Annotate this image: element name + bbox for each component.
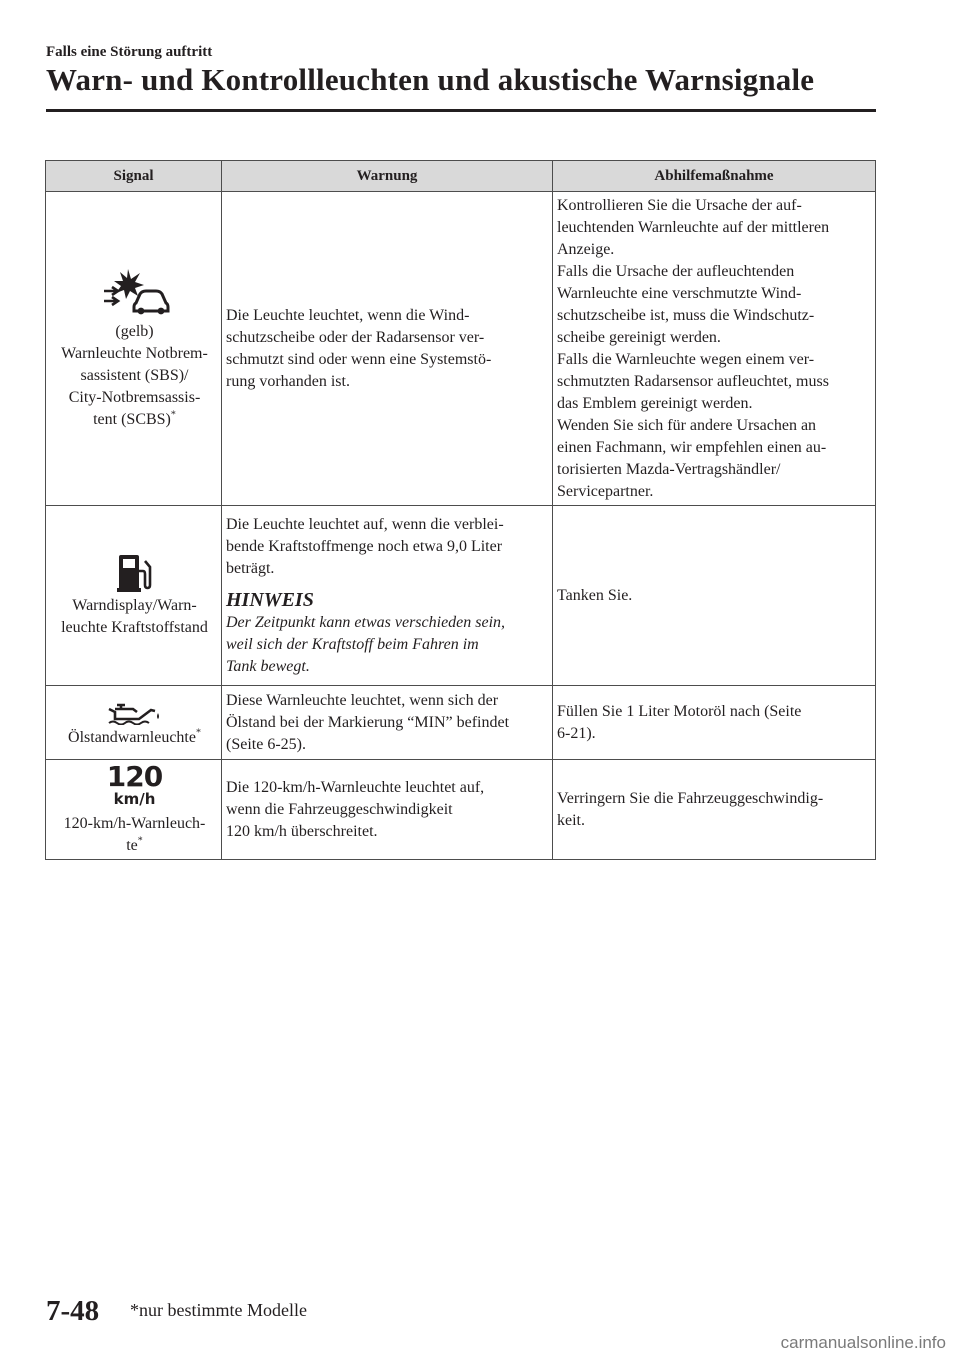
- warning-line: Diese Warnleuchte leuchtet, wenn sich der: [226, 691, 499, 709]
- signal-line-text: Ölstandwarnleuchte: [68, 728, 196, 746]
- header-action: Abhilfemaßnahme: [553, 161, 876, 192]
- action-line: Falls die Warnleuchte wegen einem ver-: [557, 350, 815, 368]
- action-cell: [553, 760, 876, 860]
- signal-line: (gelb): [115, 322, 154, 340]
- speed-120-number: 120: [106, 759, 163, 793]
- action-line: Füllen Sie 1 Liter Motoröl nach (Seite: [557, 702, 802, 720]
- section-label: Falls eine Störung auftritt: [46, 44, 213, 60]
- speed-120-icon: [50, 759, 219, 808]
- warning-line: bende Kraftstoffmenge noch etwa 9,0 Liter: [226, 537, 503, 555]
- table-row: [46, 192, 876, 506]
- action-line: keit.: [557, 811, 585, 829]
- warning-line: rung vorhanden ist.: [226, 372, 350, 390]
- action-line: Tanken Sie.: [557, 586, 633, 604]
- footer-note: *nur bestimmte Modelle: [130, 1300, 307, 1320]
- action-line: scheibe gereinigt werden.: [557, 328, 721, 346]
- warning-line: 120 km/h überschreitet.: [226, 822, 378, 840]
- warning-line: beträgt.: [226, 559, 275, 577]
- asterisk: *: [170, 409, 176, 421]
- action-line: einen Fachmann, wir empfehlen einen au-: [557, 438, 827, 456]
- warning-cell: [222, 506, 553, 686]
- note-line: weil sich der Kraftstoff beim Fahren im: [226, 635, 479, 653]
- action-line: Verringern Sie die Fahrzeuggeschwindig-: [557, 789, 824, 807]
- warning-line: wenn die Fahrzeuggeschwindigkeit: [226, 800, 453, 818]
- action-line: torisierten Mazda-Vertragshändler/: [557, 460, 781, 478]
- signal-line: Warndisplay/Warn-: [72, 596, 197, 614]
- action-line: Servicepartner.: [557, 482, 654, 500]
- table-header-row: [46, 161, 876, 192]
- speed-120-unit: km/h: [113, 789, 156, 808]
- table-row: [46, 760, 876, 860]
- collision-warning-icon: [98, 267, 172, 319]
- oil-can-icon: [107, 697, 163, 725]
- signal-line: Warnleuchte Notbrem-: [61, 344, 208, 362]
- action-line: schutzscheibe ist, muss die Windschutz-: [557, 306, 815, 324]
- warning-lights-table: [45, 160, 876, 860]
- signal-line: leuchte Kraftstoffstand: [61, 618, 208, 636]
- note-line: Tank bewegt.: [226, 657, 310, 675]
- signal-line: [50, 409, 219, 431]
- action-line: das Emblem gereinigt werden.: [557, 394, 753, 412]
- action-cell: [553, 192, 876, 506]
- title-rule: [46, 109, 876, 112]
- action-line: Wenden Sie sich für andere Ursachen an: [557, 416, 817, 434]
- warning-line: (Seite 6-25).: [226, 735, 306, 753]
- signal-cell: [46, 192, 222, 506]
- note-line: Der Zeitpunkt kann etwas verschieden sein,: [226, 613, 506, 631]
- fuel-pump-icon: [115, 553, 155, 593]
- note-title: HINWEIS: [226, 588, 314, 611]
- action-cell: [553, 686, 876, 760]
- header-signal: Signal: [46, 161, 222, 192]
- table-row: [46, 686, 876, 760]
- page-title: Warn- und Kontrollleuchten und akustische Warnsignale: [46, 62, 815, 97]
- warning-line: Die 120-km/h-Warnleuchte leuchtet auf,: [226, 778, 485, 796]
- action-line: schmutzten Radarsensor aufleuchtet, muss: [557, 372, 829, 390]
- watermark: carmanualsonline.info: [780, 1333, 946, 1352]
- signal-line-text: te: [126, 836, 138, 854]
- warning-line: Die Leuchte leuchtet auf, wenn die verblei-: [226, 515, 504, 533]
- signal-line-text: tent (SCBS): [93, 410, 171, 428]
- warning-line: schutzscheibe oder der Radarsensor ver-: [226, 328, 485, 346]
- action-line: leuchtenden Warnleuchte auf der mittleren: [557, 218, 830, 236]
- warning-cell: [222, 686, 553, 760]
- warning-line: Ölstand bei der Markierung “MIN” befindet: [226, 713, 510, 731]
- signal-cell: [46, 686, 222, 760]
- signal-line: City-Notbremsassis-: [68, 388, 201, 406]
- action-line: Warnleuchte eine verschmutzte Wind-: [557, 284, 802, 302]
- warning-cell: [222, 760, 553, 860]
- page-number: 7-48: [46, 1295, 100, 1327]
- asterisk: *: [195, 727, 201, 739]
- signal-line: sassistent (SBS)/: [80, 366, 189, 384]
- warning-line: Die Leuchte leuchtet, wenn die Wind-: [226, 306, 470, 324]
- signal-cell: [46, 760, 222, 860]
- action-line: Falls die Ursache der aufleuchtenden: [557, 262, 795, 280]
- action-line: Anzeige.: [557, 240, 615, 258]
- action-cell: [553, 506, 876, 686]
- signal-line: [50, 835, 219, 857]
- signal-line: 120-km/h-Warnleuch-: [63, 814, 206, 832]
- action-line: 6-21).: [557, 724, 596, 742]
- action-line: Kontrollieren Sie die Ursache der auf-: [557, 196, 802, 214]
- signal-line: [50, 727, 219, 749]
- asterisk: *: [137, 835, 143, 847]
- warning-cell: [222, 192, 553, 506]
- warning-line: schmutzt sind oder wenn eine Systemstö-: [226, 350, 492, 368]
- signal-cell: [46, 506, 222, 686]
- header-warning: Warnung: [222, 161, 553, 192]
- table-row: [46, 506, 876, 686]
